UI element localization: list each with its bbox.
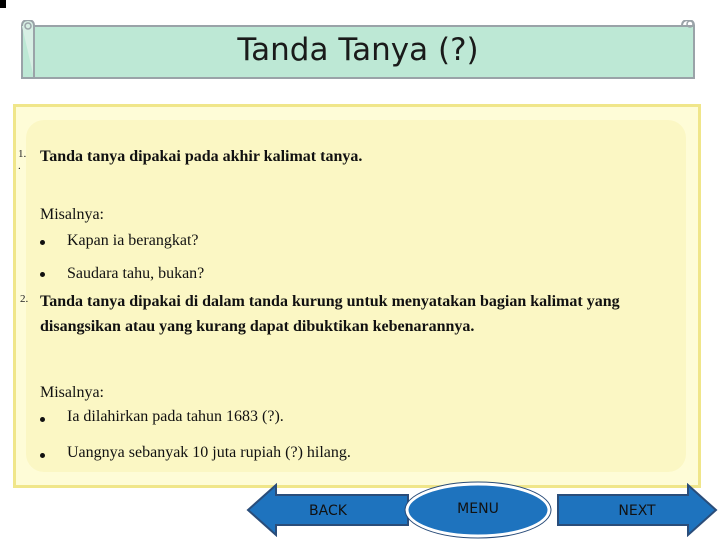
- example-label-1: Misalnya:: [40, 206, 104, 223]
- title-banner: [18, 20, 698, 82]
- next-label: NEXT: [618, 503, 656, 519]
- menu-label: MENU: [457, 501, 499, 517]
- example-1a: Kapan ia berangkat?: [67, 232, 199, 249]
- rule-1-text: Tanda tanya dipakai pada akhir kalimat tanya.: [40, 148, 363, 165]
- corner-marker: [0, 0, 6, 8]
- menu-button[interactable]: [404, 481, 552, 539]
- back-label: BACK: [309, 503, 347, 519]
- item-number-dot: .: [18, 160, 21, 172]
- bullet-icon: [40, 272, 45, 277]
- back-button[interactable]: [246, 483, 410, 537]
- example-2a: Ia dilahirkan pada tahun 1683 (?).: [67, 408, 284, 425]
- rule-2-line-2: disangsikan atau yang kurang dapat dibuktikan kebenarannya.: [40, 318, 475, 335]
- rule-2-line-1: Tanda tanya dipakai di dalam tanda kurung untuk menyatakan bagian kalimat yang: [40, 293, 620, 310]
- bullet-icon: [40, 453, 45, 458]
- item-number-2: 2.: [20, 293, 29, 305]
- example-label-2: Misalnya:: [40, 384, 104, 401]
- example-2b: Uangnya sebanyak 10 juta rupiah (?) hilang.: [67, 444, 351, 461]
- example-1b: Saudara tahu, bukan?: [67, 265, 205, 282]
- next-button[interactable]: [556, 483, 718, 537]
- item-number-1: 1.: [18, 148, 27, 160]
- bullet-icon: [40, 417, 45, 422]
- page-title: Tanda Tanya (?): [237, 32, 479, 68]
- bullet-icon: [40, 240, 45, 245]
